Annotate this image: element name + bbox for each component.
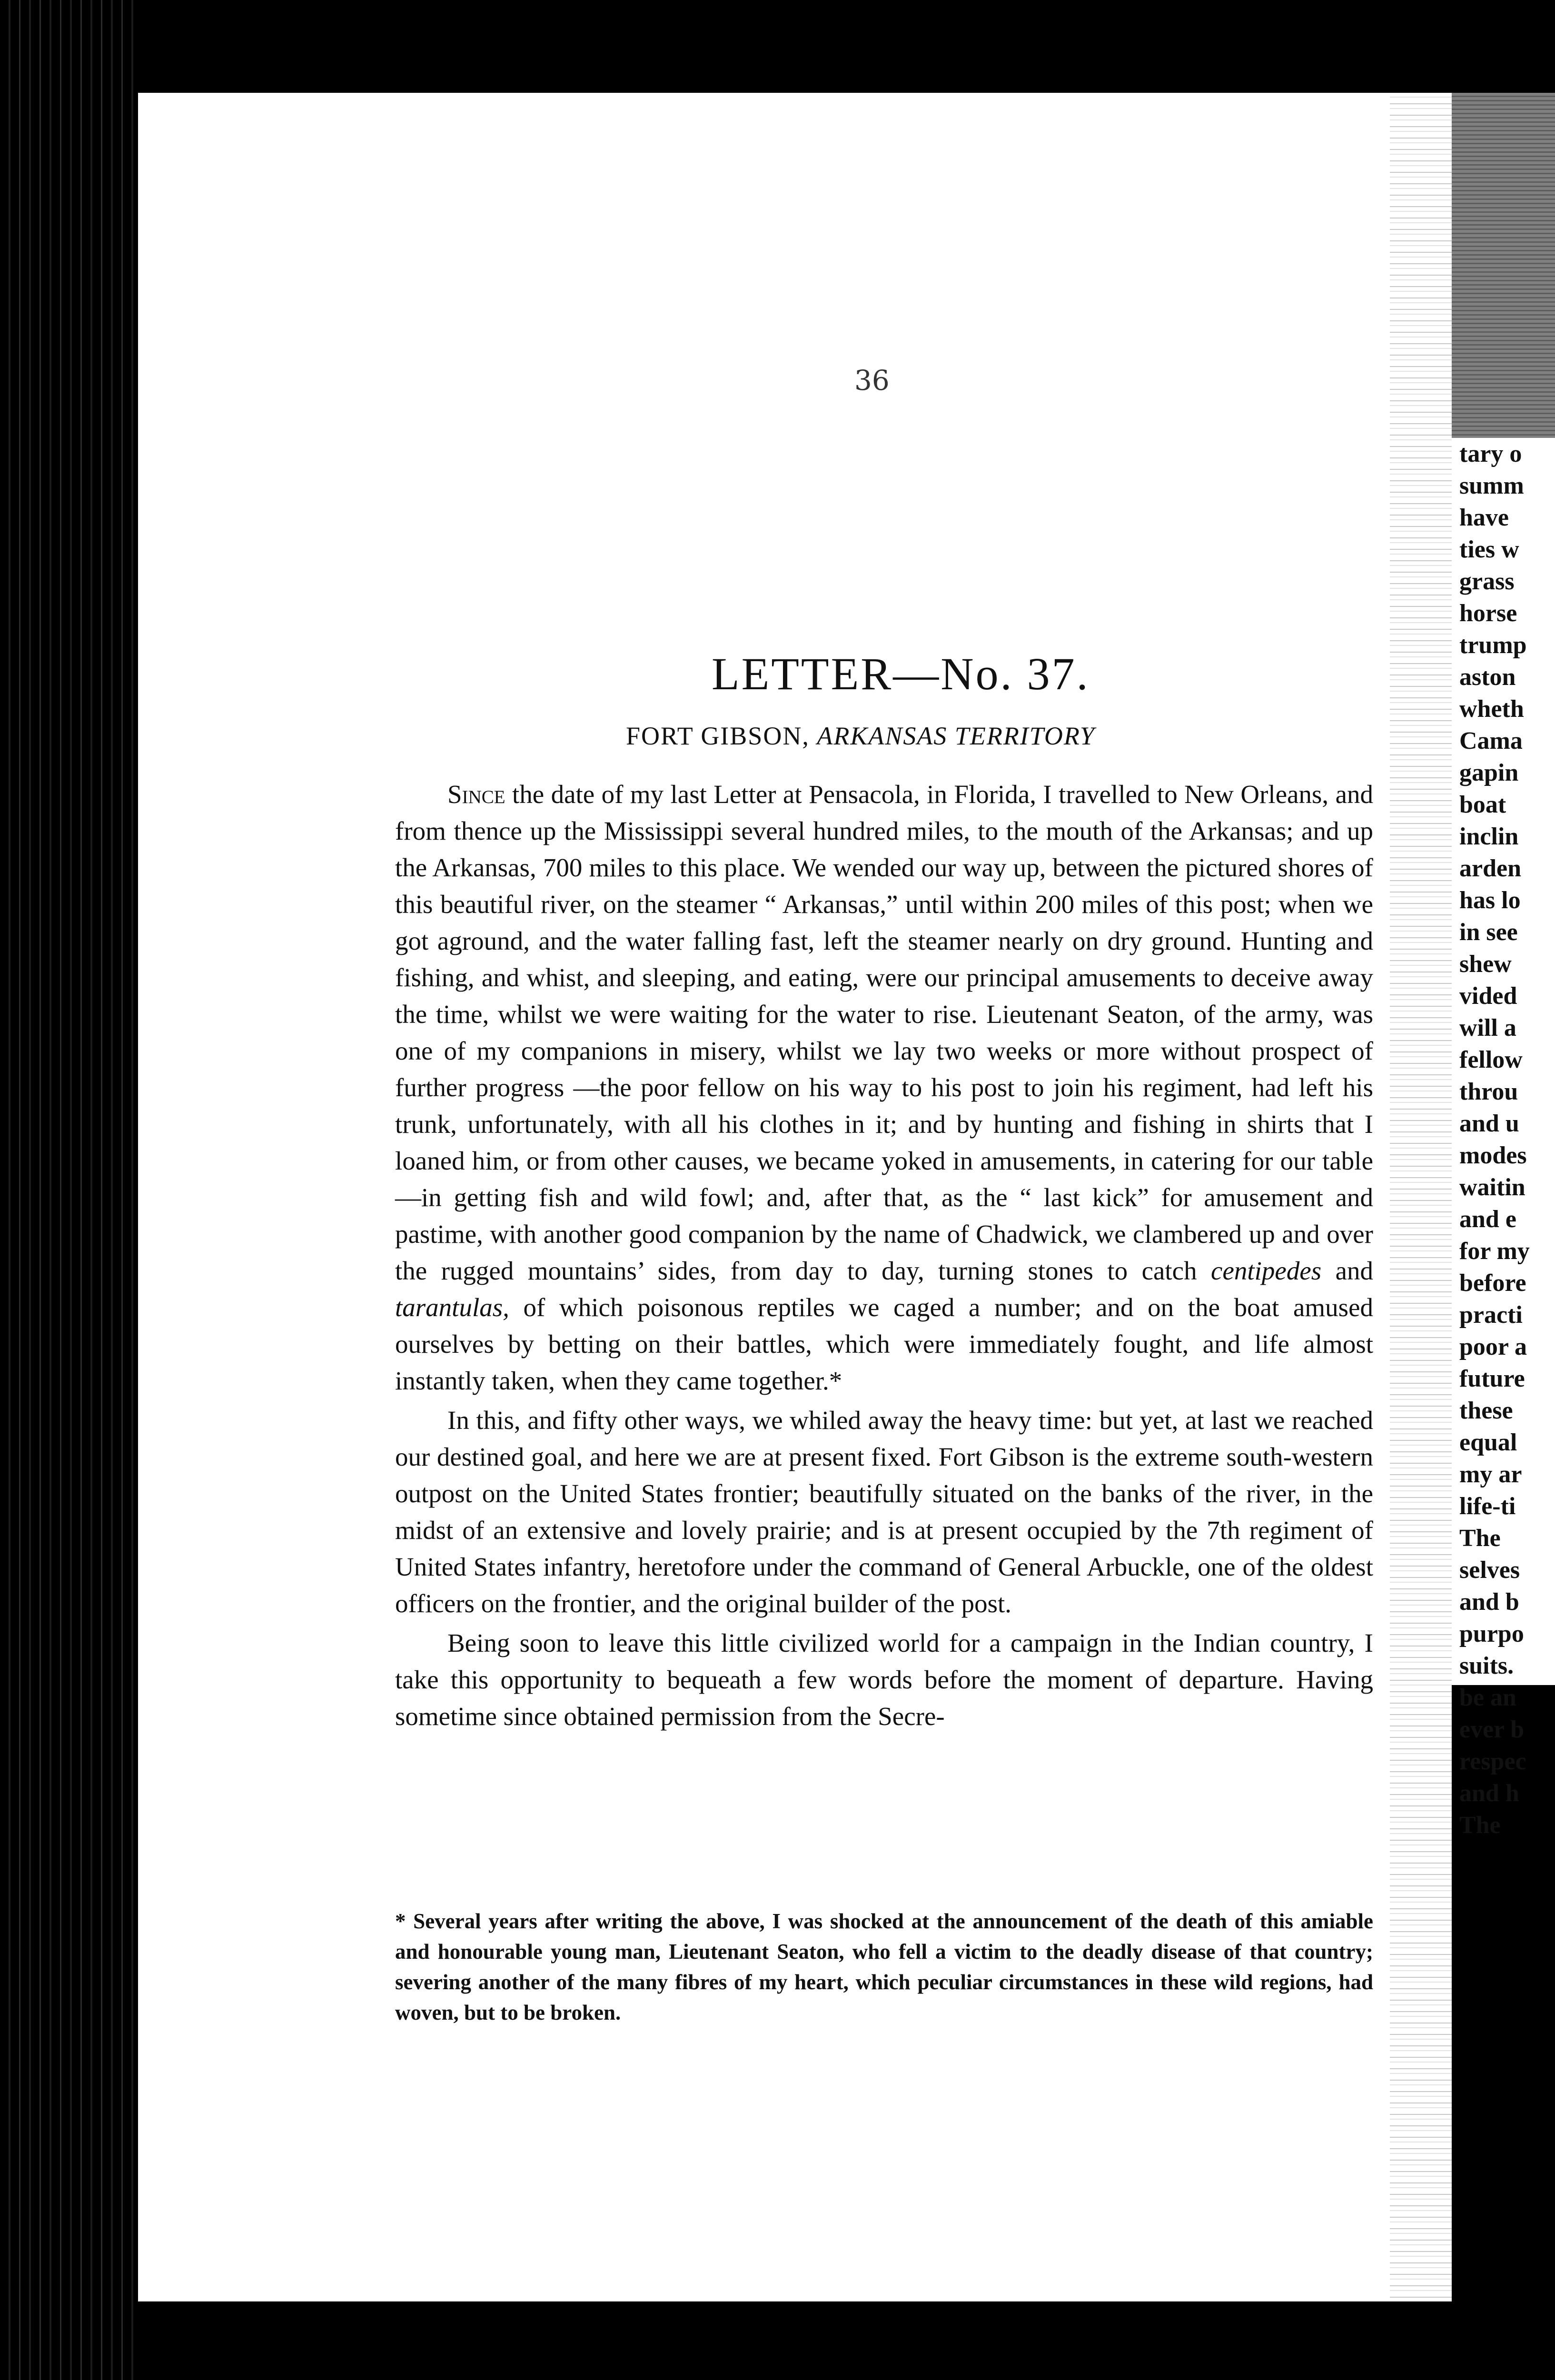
next-page-line: boat xyxy=(1459,791,1506,818)
paragraph-2-text: In this, and fifty other ways, we whiled away the heavy time: but yet, at last we reached our destined goal, and here we are at present fixed. Fort Gibson is the extreme south-western outpost on the United States frontier; beautifully situated on the banks of the river, in the midst of an extensive and lovely prairie; and is at present occupied by the 7th regiment of United States infantry, heretofore under the command of General Arbuckle, one of the oldest officers on the frontier, and the original builder of the post. xyxy=(395,1406,1373,1618)
next-page-line: will a xyxy=(1459,1014,1516,1041)
next-page-line: wheth xyxy=(1459,695,1524,723)
next-page-line: modes xyxy=(1459,1142,1527,1169)
next-page-line: have xyxy=(1459,504,1509,531)
paragraph-1 xyxy=(395,776,1373,1399)
next-page-line: waitin xyxy=(1459,1174,1525,1201)
page-number: 36 xyxy=(854,364,890,397)
next-page-line: trump xyxy=(1459,632,1527,659)
next-page-line: poor a xyxy=(1459,1333,1527,1360)
next-page-line: be an xyxy=(1459,1684,1516,1711)
next-page-line: has lo xyxy=(1459,887,1521,914)
letter-title: LETTER—No. 37. xyxy=(712,648,1090,699)
next-page-line: respec xyxy=(1459,1748,1526,1775)
page-edge-fringe xyxy=(1390,93,1452,2301)
next-page-line: and u xyxy=(1459,1110,1519,1137)
paragraph-1-text-a: the date of my last Letter at Pensacola, in Florida, I travelled to New Orleans, and from thence up the Mississippi several hundred miles, to the mouth of the Arkansas; and up the Arkansas, 700 miles to this place. We wended our way up, between the pictured shores of this beautiful river, on the steamer “ Arkansas,” until within 200 miles of this post; when we got aground, and the water falling fast, left the steamer nearly on dry ground. Hunting and fishing, and whist, and sleeping, and eating, were our principal amusements to deceive away the time, whilst we were waiting for the water to rise. Lieutenant Seaton, of the army, was one of my companions in misery, whilst we lay two weeks or more without prospect of further progress —the poor fellow on his way to his post to join his regiment, had left his trunk, unfortunately, with all his clothes in it; and by hunting and fishing in shirts that I loaned him, or from other causes, we became yoked in amusements, in catering for our table—in getting fish and wild fowl; and, after that, as the “ last kick” for amusement and pastime, with another good companion by the name of Chadwick, we clambered up and over the rugged mountains’ sides, from day to day, turning stones to catch xyxy=(395,780,1373,1285)
next-page-line: inclin xyxy=(1459,823,1519,850)
next-page-line: for my xyxy=(1459,1238,1530,1265)
next-page-line: life-ti xyxy=(1459,1493,1516,1520)
next-page-line: throu xyxy=(1459,1078,1518,1105)
next-page-line: The xyxy=(1459,1525,1501,1552)
next-page-line: and b xyxy=(1459,1588,1519,1616)
next-page-line: in see xyxy=(1459,919,1518,946)
paragraph-3-text: Being soon to leave this little civilized world for a campaign in the Indian country, I take this opportunity to bequeath a few words before the moment of departure. Having sometime since obtained permission from the Secre- xyxy=(395,1628,1373,1731)
book-binding-edge xyxy=(0,0,138,2380)
paragraph-1-and: and xyxy=(1321,1256,1373,1285)
next-page-line: fellow xyxy=(1459,1046,1523,1073)
next-page-line: and e xyxy=(1459,1206,1516,1233)
paragraph-1-italic-tarantulas: tarantulas, xyxy=(395,1293,509,1322)
next-page-line: Cama xyxy=(1459,727,1523,754)
next-page-line: purpo xyxy=(1459,1620,1524,1647)
next-page-line: The xyxy=(1459,1812,1501,1839)
footnote: * Several years after writing the above, I was shocked at the announcement of the death of this amiable and honourable young man, Lieutenant Seaton, who fell a victim to the deadly disease of that country; severing another of the many fibres of my heart, which peculiar circumstances in these wild regions, had woven, but to be broken. xyxy=(395,1909,1373,2024)
next-page-line: equal xyxy=(1459,1429,1517,1456)
next-page-line: selves xyxy=(1459,1557,1520,1584)
next-page-line: gapin xyxy=(1459,759,1519,786)
next-page-line: suits. xyxy=(1459,1652,1514,1679)
next-page-line: aston xyxy=(1459,664,1516,691)
next-page-line: shew xyxy=(1459,951,1512,978)
dateline-place: FORT GIBSON, xyxy=(626,722,810,750)
dateline xyxy=(626,721,1095,751)
letter-body xyxy=(395,776,1373,1735)
next-page-line: future xyxy=(1459,1365,1525,1392)
paragraph-3 xyxy=(395,1625,1373,1735)
scan-bottom-margin xyxy=(138,2301,1452,2380)
next-page-fragment xyxy=(1452,438,1555,1839)
next-page-line: grass xyxy=(1459,568,1515,595)
next-page-line: arden xyxy=(1459,855,1521,882)
next-page-line: summ xyxy=(1459,472,1524,499)
next-page-line: my ar xyxy=(1459,1461,1522,1488)
next-page-line: ever b xyxy=(1459,1716,1525,1743)
next-page-line: vided xyxy=(1459,982,1517,1010)
dateline-territory: ARKANSAS TERRITORY xyxy=(817,722,1095,750)
paragraph-1-text-b: of which poisonous reptiles we caged a number; and on the boat amused ourselves by betting on their battles, which were immediately fought, and life almost instantly taken, when they came together.* xyxy=(395,1293,1373,1395)
next-page-line: before xyxy=(1459,1269,1526,1297)
next-page-line: practi xyxy=(1459,1301,1523,1329)
paragraph-2 xyxy=(395,1402,1373,1622)
next-page-line: tary o xyxy=(1459,440,1522,467)
next-page-top-edge xyxy=(1452,93,1555,438)
next-page-line: these xyxy=(1459,1397,1513,1424)
next-page-line: horse xyxy=(1459,600,1517,627)
paragraph-1-italic-centipedes: centipedes xyxy=(1211,1256,1322,1285)
next-page-line: ties w xyxy=(1459,536,1519,563)
next-page-line: and h xyxy=(1459,1780,1519,1807)
drop-word: Since xyxy=(447,780,505,809)
